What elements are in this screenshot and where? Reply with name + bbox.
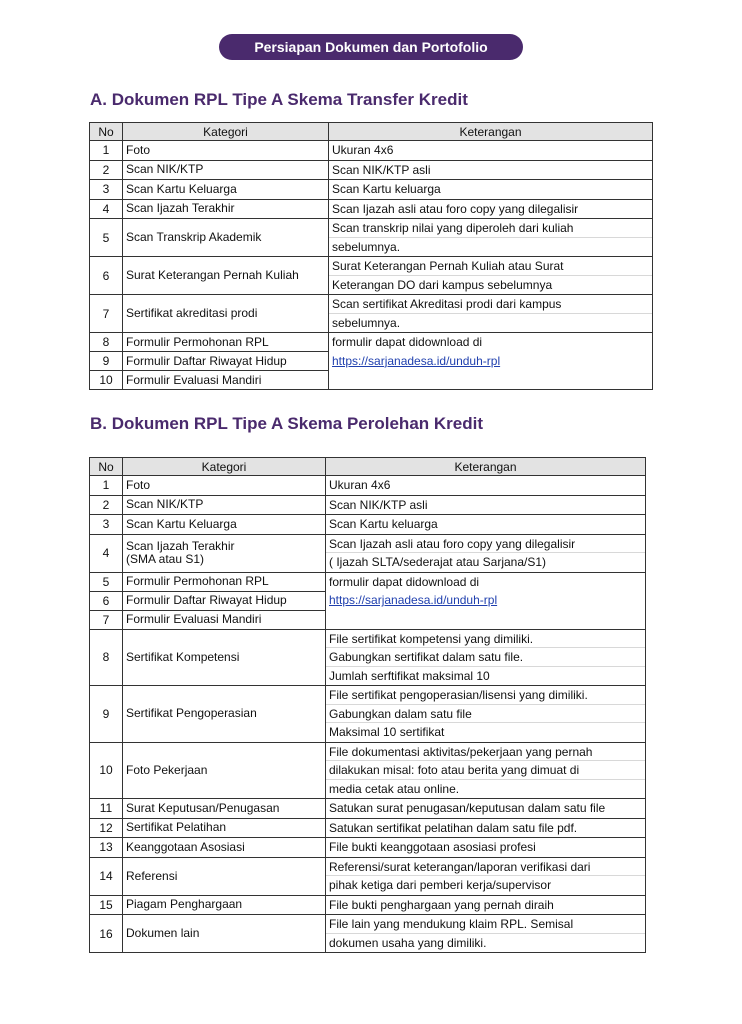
row-kategori (123, 572, 326, 591)
row-kategori (123, 818, 326, 838)
row-kategori (123, 610, 326, 629)
row-kategori (123, 352, 329, 371)
row-keterangan (326, 495, 646, 515)
form-download-link[interactable]: https://sarjanadesa.id/unduh-rpl (332, 353, 501, 368)
table-row (90, 180, 653, 200)
keterangan-line: Scan NIK/KTP asli (332, 162, 431, 177)
keterangan-line: Surat Keterangan Pernah Kuliah atau Surat (329, 257, 652, 276)
keterangan-line: File lain yang mendukung klaim RPL. Semisal (326, 915, 645, 934)
keterangan-line: dilakukan misal: foto atau berita yang dimuat di (326, 761, 645, 780)
header-keterangan: Keterangan (326, 458, 646, 476)
row-number: 2 (90, 160, 123, 180)
row-number: 5 (90, 572, 123, 591)
section-a-title: A. Dokumen RPL Tipe A Skema Transfer Kredit (90, 90, 468, 109)
row-kategori (123, 915, 326, 953)
row-kategori (123, 333, 329, 352)
kategori-label: Surat Keterangan Pernah Kuliah (126, 268, 299, 282)
keterangan-line: Ukuran 4x6 (329, 478, 391, 492)
row-keterangan (329, 219, 653, 257)
header-keterangan: Keterangan (329, 123, 653, 141)
row-keterangan (326, 895, 646, 915)
kategori-label: Dokumen lain (126, 926, 200, 940)
section-a-table (89, 122, 653, 390)
row-kategori (123, 799, 326, 819)
kategori-label: Piagam Penghargaan (126, 897, 243, 912)
keterangan-line: ( Ijazah SLTA/sederajat atau Sarjana/S1) (329, 555, 547, 569)
page-banner: Persiapan Dokumen dan Portofolio (219, 34, 523, 60)
keterangan-line: sebelumnya. (332, 315, 401, 330)
form-download-note: formulir dapat didownload di (332, 335, 483, 349)
header-no: No (90, 458, 123, 476)
row-number: 14 (90, 857, 123, 895)
kategori-label: Scan Kartu Keluarga (126, 181, 237, 196)
form-download-line (329, 352, 652, 371)
kategori-label: Scan NIK/KTP (126, 497, 204, 512)
kategori-label: Formulir Evaluasi Mandiri (126, 612, 262, 626)
form-download-note: formulir dapat didownload di (329, 574, 480, 589)
keterangan-line: Maksimal 10 sertifikat (329, 725, 445, 739)
table-row (90, 610, 646, 629)
table-row (90, 742, 646, 799)
table-header-row (90, 458, 646, 476)
row-number: 4 (90, 534, 123, 572)
row-kategori (123, 257, 329, 295)
keterangan-line: File bukti penghargaan yang pernah diraih (329, 897, 554, 912)
row-number: 7 (90, 295, 123, 333)
table-row (90, 160, 653, 180)
row-kategori (123, 686, 326, 743)
row-number: 16 (90, 915, 123, 953)
row-keterangan (326, 799, 646, 819)
empty-line (326, 610, 645, 629)
keterangan-line: pihak ketiga dari pemberi kerja/supervisor (329, 878, 552, 892)
kategori-sublabel: (SMA atau S1) (126, 552, 205, 566)
row-keterangan (326, 857, 646, 895)
row-number: 7 (90, 610, 123, 629)
table-row (90, 895, 646, 915)
row-number: 10 (90, 371, 123, 390)
row-kategori (123, 534, 326, 572)
row-keterangan (326, 572, 646, 591)
row-number: 9 (90, 352, 123, 371)
keterangan-line: Gabungkan dalam satu file (326, 705, 645, 724)
table-row (90, 915, 646, 953)
row-number: 5 (90, 219, 123, 257)
kategori-label: Sertifikat Pelatihan (126, 820, 227, 835)
row-keterangan (329, 141, 653, 161)
row-keterangan (329, 160, 653, 180)
header-kategori: Kategori (123, 458, 326, 476)
row-kategori (123, 476, 326, 496)
row-keterangan (326, 742, 646, 799)
table-row (90, 838, 646, 858)
header-no: No (90, 123, 123, 141)
table-row (90, 572, 646, 591)
row-keterangan (329, 352, 653, 371)
table-row (90, 629, 646, 686)
row-keterangan (326, 838, 646, 858)
keterangan-line: File sertifikat pengoperasian/lisensi yang dimiliki. (326, 686, 645, 705)
kategori-label: Surat Keputusan/Penugasan (126, 800, 280, 815)
row-number: 2 (90, 495, 123, 515)
row-number: 6 (90, 257, 123, 295)
section-b-title: B. Dokumen RPL Tipe A Skema Perolehan Kredit (90, 414, 483, 433)
row-number: 8 (90, 629, 123, 686)
row-kategori (123, 371, 329, 390)
row-number: 3 (90, 180, 123, 200)
keterangan-line: Scan transkrip nilai yang diperoleh dari kuliah (329, 219, 652, 238)
row-number: 4 (90, 199, 123, 219)
table-row (90, 686, 646, 743)
table-row (90, 818, 646, 838)
keterangan-line: File dokumentasi aktivitas/pekerjaan yang pernah (326, 743, 645, 762)
row-kategori (123, 591, 326, 610)
kategori-label: Scan NIK/KTP (126, 162, 204, 177)
row-number: 12 (90, 818, 123, 838)
kategori-label: Formulir Daftar Riwayat Hidup (126, 353, 287, 368)
row-number: 8 (90, 333, 123, 352)
table-row (90, 857, 646, 895)
kategori-label: Scan Transkrip Akademik (126, 230, 262, 244)
keterangan-line: dokumen usaha yang dimiliki. (329, 935, 487, 950)
kategori-label: Foto (126, 477, 151, 492)
form-download-link[interactable]: https://sarjanadesa.id/unduh-rpl (329, 593, 498, 608)
row-kategori (123, 199, 329, 219)
keterangan-line: Keterangan DO dari kampus sebelumnya (332, 277, 553, 292)
keterangan-line: Scan Ijazah asli atau foro copy yang dilegalisir (332, 201, 579, 216)
kategori-label: Keanggotaan Asosiasi (126, 839, 245, 854)
kategori-label: Scan Ijazah Terakhir (126, 539, 235, 553)
keterangan-line: Scan NIK/KTP asli (329, 497, 428, 512)
kategori-label: Formulir Evaluasi Mandiri (126, 372, 262, 387)
row-kategori (123, 629, 326, 686)
row-kategori (123, 180, 329, 200)
table-row (90, 799, 646, 819)
keterangan-line: Referensi/surat keterangan/laporan verifikasi dari (326, 858, 645, 877)
kategori-label: Formulir Permohonan RPL (126, 334, 269, 349)
keterangan-line: Scan Kartu keluarga (329, 517, 438, 531)
kategori-label: Sertifikat Pengoperasian (126, 706, 257, 721)
row-number: 3 (90, 515, 123, 535)
row-keterangan (329, 333, 653, 352)
table-header-row (90, 123, 653, 141)
kategori-label: Scan Kartu Keluarga (126, 516, 237, 531)
keterangan-line: Jumlah serftifikat maksimal 10 (329, 668, 490, 683)
kategori-label: Foto (126, 142, 151, 157)
kategori-label: Scan Ijazah Terakhir (126, 201, 235, 216)
row-keterangan (326, 610, 646, 629)
row-number: 15 (90, 895, 123, 915)
row-keterangan (326, 915, 646, 953)
row-number: 1 (90, 476, 123, 496)
table-row (90, 295, 653, 333)
table-row (90, 515, 646, 535)
row-number: 10 (90, 742, 123, 799)
table-row (90, 476, 646, 496)
table-row (90, 534, 646, 572)
row-kategori (123, 742, 326, 799)
table-row (90, 219, 653, 257)
row-keterangan (329, 180, 653, 200)
row-keterangan (329, 199, 653, 219)
row-keterangan (329, 295, 653, 333)
keterangan-line: Scan Kartu keluarga (332, 182, 441, 196)
row-keterangan (326, 818, 646, 838)
table-row (90, 257, 653, 295)
keterangan-line: File bukti keanggotaan asosiasi profesi (329, 840, 536, 854)
row-kategori (123, 141, 329, 161)
section-b-table (89, 457, 646, 953)
row-kategori (123, 160, 329, 180)
row-number: 6 (90, 591, 123, 610)
row-kategori (123, 495, 326, 515)
row-keterangan (326, 476, 646, 496)
row-number: 13 (90, 838, 123, 858)
header-kategori: Kategori (123, 123, 329, 141)
keterangan-line: Scan Ijazah asli atau foro copy yang dilegalisir (326, 535, 645, 554)
keterangan-line: Satukan surat penugasan/keputusan dalam satu file (329, 801, 606, 815)
kategori-label: Referensi (126, 868, 178, 883)
keterangan-line: Satukan sertifikat pelatihan dalam satu file pdf. (329, 820, 578, 835)
table-row (90, 352, 653, 371)
row-keterangan (326, 591, 646, 610)
keterangan-line: Scan sertifikat Akreditasi prodi dari kampus (329, 295, 652, 314)
row-keterangan (329, 257, 653, 295)
row-kategori (123, 295, 329, 333)
kategori-label: Formulir Daftar Riwayat Hidup (126, 593, 287, 607)
form-download-line (326, 591, 645, 610)
table-row (90, 495, 646, 515)
row-kategori (123, 895, 326, 915)
row-kategori (123, 838, 326, 858)
keterangan-line: media cetak atau online. (329, 781, 460, 796)
row-kategori (123, 857, 326, 895)
table-row (90, 141, 653, 161)
row-number: 11 (90, 799, 123, 819)
row-keterangan (326, 534, 646, 572)
keterangan-line: sebelumnya. (332, 239, 401, 254)
table-row (90, 333, 653, 352)
row-keterangan (326, 515, 646, 535)
row-keterangan (326, 686, 646, 743)
kategori-label: Formulir Permohonan RPL (126, 574, 269, 588)
empty-line (329, 371, 652, 390)
keterangan-line: Ukuran 4x6 (332, 143, 394, 157)
kategori-label: Sertifikat akreditasi prodi (126, 306, 258, 320)
keterangan-line: Gabungkan sertifikat dalam satu file. (326, 648, 645, 667)
row-keterangan (326, 629, 646, 686)
kategori-label: Foto Pekerjaan (126, 762, 208, 777)
row-keterangan (329, 371, 653, 390)
table-row (90, 591, 646, 610)
row-kategori (123, 515, 326, 535)
row-kategori (123, 219, 329, 257)
table-row (90, 371, 653, 390)
row-number: 1 (90, 141, 123, 161)
table-row (90, 199, 653, 219)
keterangan-line: File sertifikat kompetensi yang dimiliki. (326, 630, 645, 649)
kategori-label: Sertifikat Kompetensi (126, 649, 240, 664)
row-number: 9 (90, 686, 123, 743)
